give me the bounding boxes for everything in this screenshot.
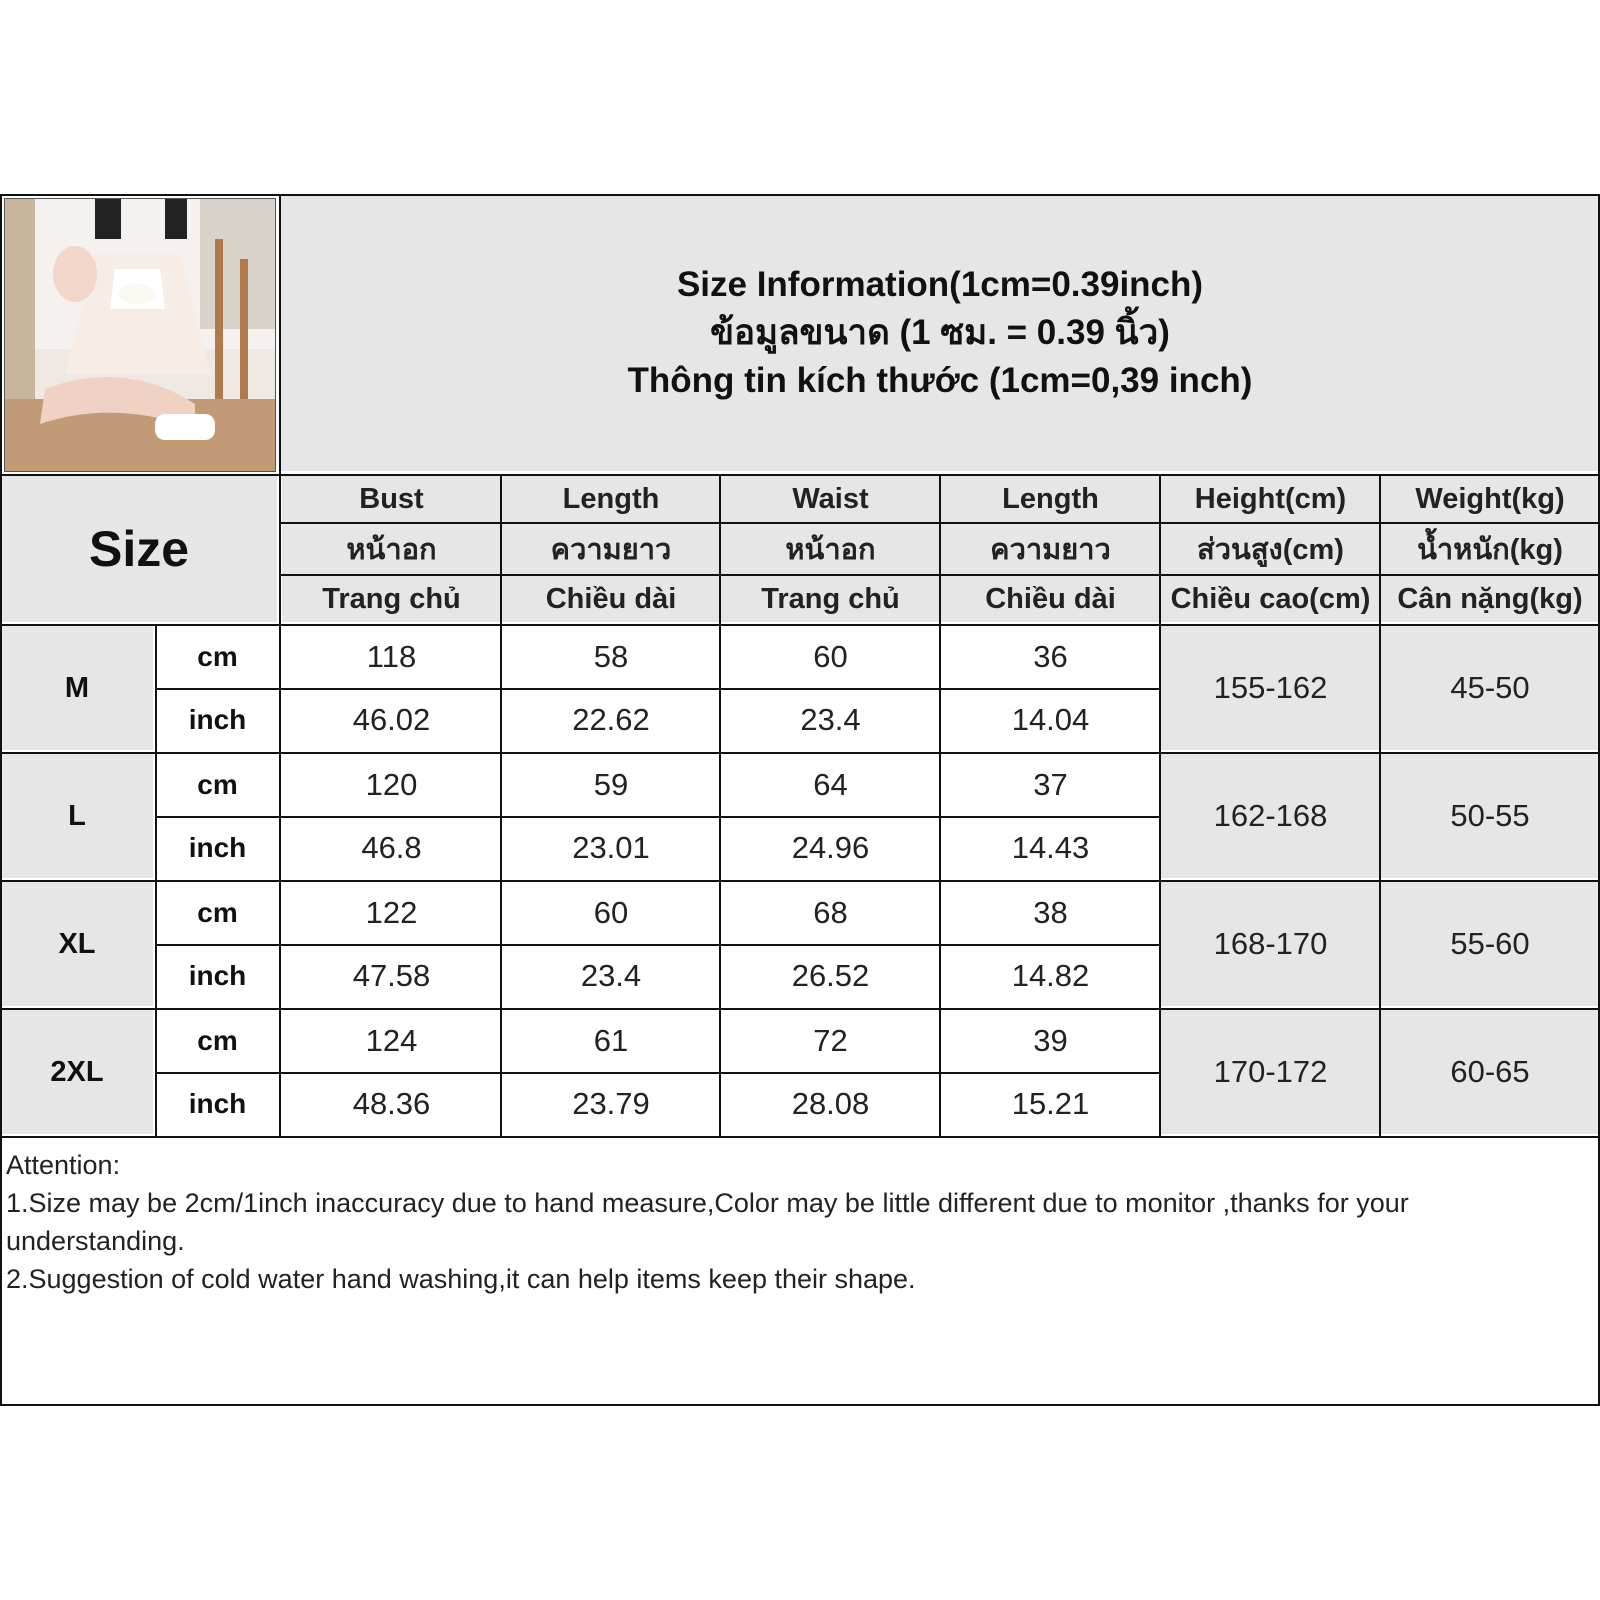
weight-range xyxy=(1381,1010,1599,1134)
value-cm-text: 68 xyxy=(813,895,848,930)
frame-bottom xyxy=(0,1404,1600,1406)
divider-size-row xyxy=(0,1008,1600,1010)
column-header-vi-text: Chiều cao(cm) xyxy=(1170,582,1371,615)
divider-unit-row xyxy=(155,944,1160,946)
value-inch-text: 22.62 xyxy=(572,702,650,737)
value-cm-text: 39 xyxy=(1033,1023,1068,1058)
notes-heading: Attention: xyxy=(6,1150,121,1180)
unit-inch xyxy=(158,818,277,878)
unit-inch-text: inch xyxy=(188,704,247,735)
column-header-th-text: ความยาว xyxy=(990,534,1111,566)
value-inch xyxy=(282,946,501,1006)
value-cm-text: 122 xyxy=(365,895,418,930)
column-header-th xyxy=(1381,524,1599,574)
column-header-en-text: Weight(kg) xyxy=(1415,482,1565,515)
value-inch-text: 14.04 xyxy=(1011,702,1090,737)
column-header-en-text: Height(cm) xyxy=(1194,482,1347,515)
divider-unit-row xyxy=(155,816,1160,818)
column-header-en xyxy=(941,476,1160,522)
value-inch xyxy=(721,946,940,1006)
divider-size-column xyxy=(279,194,281,1138)
column-header-en xyxy=(1161,476,1380,522)
weight-range-text: 60-65 xyxy=(1450,1054,1530,1089)
height-range xyxy=(1161,754,1380,878)
column-header-th xyxy=(502,524,720,574)
divider-size-row xyxy=(0,752,1600,754)
title-vietnamese: Thông tin kích thước (1cm=0,39 inch) xyxy=(627,361,1253,400)
size-label-text: XL xyxy=(58,927,96,960)
value-cm xyxy=(941,754,1160,816)
product-photo xyxy=(4,198,276,472)
value-cm xyxy=(941,626,1160,688)
value-inch-text: 15.21 xyxy=(1011,1086,1090,1121)
weight-range-text: 55-60 xyxy=(1450,926,1530,961)
value-inch-text: 23.4 xyxy=(800,702,861,737)
value-inch xyxy=(941,1074,1160,1134)
title-block xyxy=(281,195,1599,471)
value-cm-text: 59 xyxy=(593,767,629,802)
size-label xyxy=(1,626,153,750)
value-cm xyxy=(721,1010,940,1072)
unit-inch xyxy=(158,690,277,750)
column-header-en-text: Length xyxy=(1002,482,1099,515)
value-inch-text: 14.43 xyxy=(1011,830,1090,865)
size-header-label: Size xyxy=(88,521,190,577)
value-cm xyxy=(282,1010,501,1072)
value-cm xyxy=(502,882,720,944)
column-header-en-text: Length xyxy=(562,482,660,515)
weight-range xyxy=(1381,882,1599,1006)
value-cm-text: 58 xyxy=(593,639,629,674)
column-header-th-text: น้ำหนัก(kg) xyxy=(1417,534,1563,566)
height-range-text: 155-162 xyxy=(1213,670,1328,705)
divider-column xyxy=(500,476,502,1138)
attention-notes xyxy=(6,1146,1591,1298)
value-inch xyxy=(941,946,1160,1006)
value-inch xyxy=(721,818,940,878)
value-cm-text: 72 xyxy=(813,1023,848,1058)
unit-cm xyxy=(158,754,277,816)
size-header xyxy=(1,476,277,622)
size-label xyxy=(1,882,153,1006)
value-inch-text: 26.52 xyxy=(791,958,870,993)
size-label xyxy=(1,754,153,878)
divider-column xyxy=(1159,476,1161,1138)
height-range xyxy=(1161,1010,1380,1134)
value-inch xyxy=(502,946,720,1006)
column-header-th-text: ความยาว xyxy=(550,534,672,566)
column-header-vi xyxy=(721,576,940,622)
value-cm-text: 124 xyxy=(365,1023,418,1058)
value-cm-text: 120 xyxy=(365,767,418,802)
value-inch xyxy=(502,690,720,750)
value-inch-text: 23.79 xyxy=(572,1086,650,1121)
value-cm-text: 36 xyxy=(1033,639,1068,674)
frame-left xyxy=(0,194,2,1406)
value-inch-text: 46.8 xyxy=(361,830,422,865)
height-range-text: 162-168 xyxy=(1213,798,1328,833)
value-inch-text: 14.82 xyxy=(1011,958,1090,993)
column-header-th xyxy=(1161,524,1380,574)
unit-cm-text: cm xyxy=(197,1025,238,1056)
value-inch-text: 24.96 xyxy=(791,830,870,865)
divider-column xyxy=(719,476,721,1138)
value-cm xyxy=(502,754,720,816)
column-header-vi-text: Trang chủ xyxy=(322,582,461,615)
value-cm xyxy=(502,1010,720,1072)
value-inch xyxy=(502,1074,720,1134)
size-label-text: L xyxy=(68,799,86,832)
value-cm-text: 118 xyxy=(366,639,417,674)
value-cm-text: 37 xyxy=(1033,767,1068,802)
unit-cm xyxy=(158,626,277,688)
column-header-vi-text: Chiều dài xyxy=(985,582,1116,615)
size-label-text: 2XL xyxy=(50,1055,104,1088)
column-header-en-text: Bust xyxy=(359,482,424,515)
column-header-vi xyxy=(502,576,720,622)
value-inch xyxy=(282,818,501,878)
notes-line-2: 2.Suggestion of cold water hand washing,it can help items keep their shape. xyxy=(6,1264,916,1294)
column-header-en xyxy=(721,476,940,522)
notes-line-1: 1.Size may be 2cm/1inch inaccuracy due to hand measure,Color may be little different due to monitor ,thanks for your understanding. xyxy=(6,1188,1409,1256)
value-cm-text: 61 xyxy=(593,1023,629,1058)
value-cm-text: 38 xyxy=(1033,895,1068,930)
divider-column xyxy=(939,476,941,1138)
height-range-text: 168-170 xyxy=(1213,926,1328,961)
divider-header xyxy=(0,624,1600,626)
column-header-en xyxy=(1381,476,1599,522)
value-cm xyxy=(282,882,501,944)
value-inch-text: 28.08 xyxy=(791,1086,870,1121)
value-cm xyxy=(282,754,501,816)
value-cm xyxy=(502,626,720,688)
column-header-th-text: ส่วนสูง(cm) xyxy=(1197,534,1344,566)
divider-unit-row xyxy=(155,688,1160,690)
unit-cm-text: cm xyxy=(197,641,238,672)
size-chart xyxy=(0,194,1600,1406)
divider-column xyxy=(1379,476,1381,1138)
value-inch xyxy=(941,690,1160,750)
value-cm xyxy=(941,1010,1160,1072)
value-inch-text: 23.01 xyxy=(572,830,650,865)
unit-inch xyxy=(158,1074,277,1134)
weight-range xyxy=(1381,754,1599,878)
size-label xyxy=(1,1010,153,1134)
unit-inch xyxy=(158,946,277,1006)
column-header-vi-text: Chiều dài xyxy=(545,582,677,615)
unit-cm xyxy=(158,1010,277,1072)
column-header-en xyxy=(282,476,501,522)
column-header-th xyxy=(941,524,1160,574)
divider-size-row xyxy=(0,880,1600,882)
value-cm xyxy=(721,754,940,816)
value-inch xyxy=(282,1074,501,1134)
title-english: Size Information(1cm=0.39inch) xyxy=(676,265,1204,304)
height-range-text: 170-172 xyxy=(1213,1054,1328,1089)
value-inch xyxy=(502,818,720,878)
divider-title xyxy=(0,474,1600,476)
unit-inch-text: inch xyxy=(188,960,247,991)
weight-range-text: 45-50 xyxy=(1450,670,1530,705)
column-header-vi xyxy=(282,576,501,622)
size-label-text: M xyxy=(64,671,90,704)
unit-inch-text: inch xyxy=(188,832,247,863)
column-header-th-text: หน้าอก xyxy=(346,534,437,566)
unit-cm-text: cm xyxy=(197,897,238,928)
value-cm-text: 60 xyxy=(813,639,848,674)
value-inch-text: 47.58 xyxy=(352,958,431,993)
value-inch xyxy=(282,690,501,750)
column-header-vi xyxy=(941,576,1160,622)
frame-top xyxy=(0,194,1600,196)
value-inch-text: 23.4 xyxy=(580,958,642,993)
divider-notes xyxy=(0,1136,1600,1138)
column-header-en-text: Waist xyxy=(792,482,869,515)
unit-cm xyxy=(158,882,277,944)
unit-inch-text: inch xyxy=(188,1088,247,1119)
column-header-vi xyxy=(1161,576,1380,622)
value-cm xyxy=(941,882,1160,944)
column-header-vi xyxy=(1381,576,1599,622)
value-inch xyxy=(721,1074,940,1134)
column-header-vi-text: Cân nặng(kg) xyxy=(1397,582,1583,615)
column-header-th-text: หน้าอก xyxy=(785,534,876,566)
product-photo-illustration xyxy=(5,199,276,472)
unit-cm-text: cm xyxy=(197,769,238,800)
value-inch-text: 46.02 xyxy=(352,702,431,737)
value-inch xyxy=(721,690,940,750)
value-inch xyxy=(941,818,1160,878)
weight-range-text: 50-55 xyxy=(1450,798,1530,833)
weight-range xyxy=(1381,626,1599,750)
column-header-th xyxy=(721,524,940,574)
value-cm-text: 64 xyxy=(813,767,848,802)
value-cm xyxy=(721,882,940,944)
value-cm xyxy=(721,626,940,688)
title-thai: ข้อมูลขนาด (1 ซม. = 0.39 นิ้ว) xyxy=(710,313,1170,352)
value-cm-text: 60 xyxy=(593,895,629,930)
value-cm xyxy=(282,626,501,688)
divider-unit-row xyxy=(155,1072,1160,1074)
column-header-th xyxy=(282,524,501,574)
value-inch-text: 48.36 xyxy=(352,1086,431,1121)
height-range xyxy=(1161,882,1380,1006)
column-header-en xyxy=(502,476,720,522)
column-header-vi-text: Trang chủ xyxy=(761,582,900,615)
height-range xyxy=(1161,626,1380,750)
